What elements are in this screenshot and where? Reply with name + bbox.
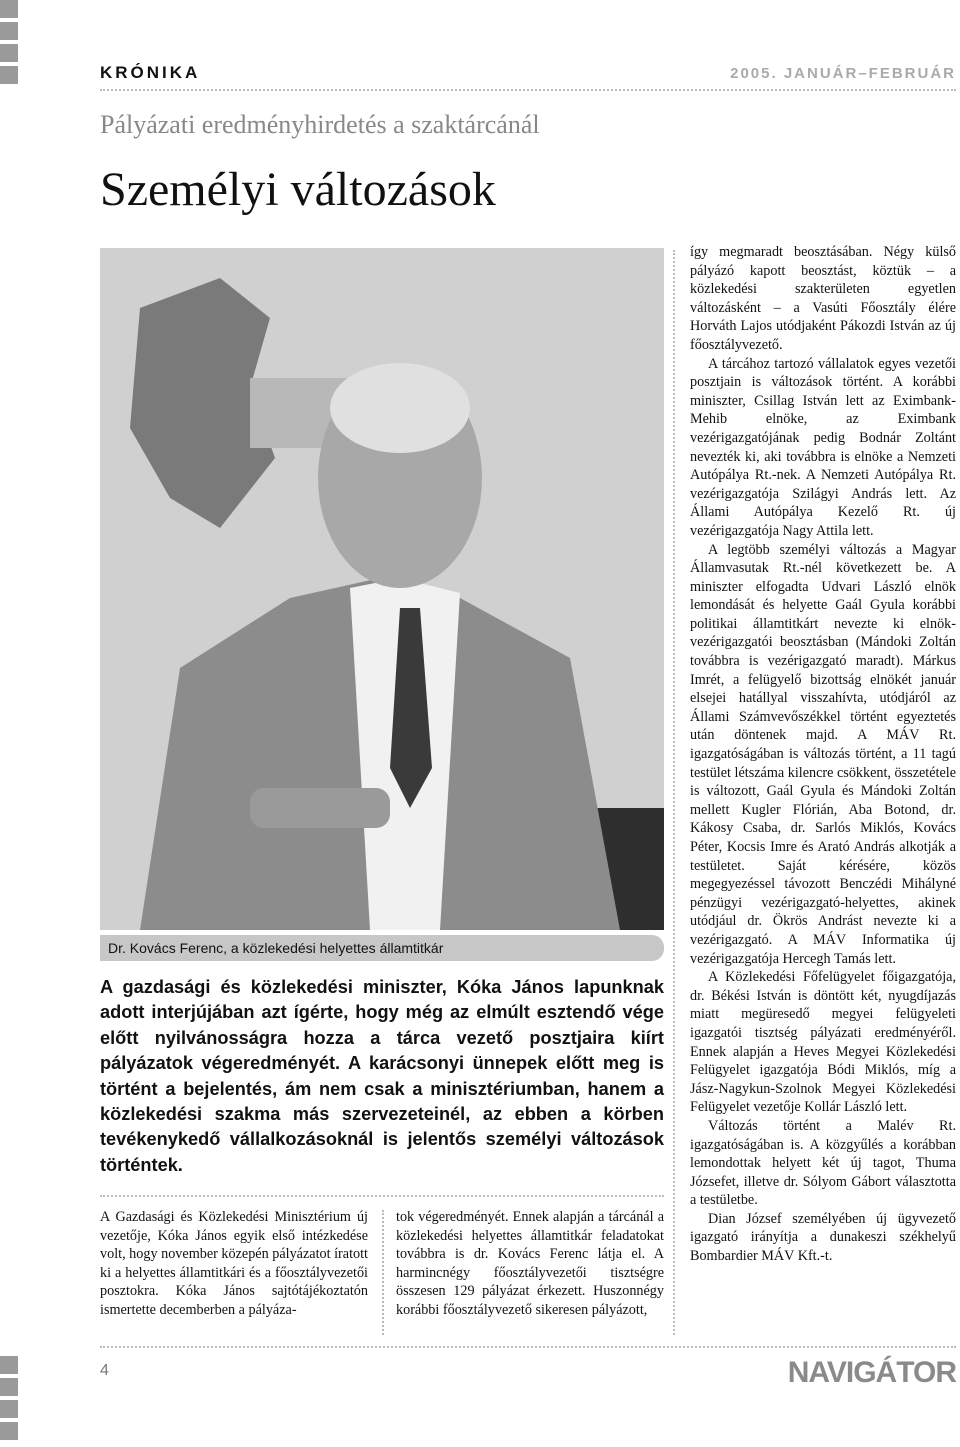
article-kicker: Pályázati eredményhirdetés a szaktárcánál	[100, 110, 540, 139]
photo-caption: Dr. Kovács Ferenc, a közlekedési helyettes államtitkár	[100, 935, 664, 961]
paragraph: A legtöbb személyi változás a Magyar Államvasutak Rt.-nél következett be. A miniszter elfogadta Udvari László elnök lemondását és helyette Gaál Gyula korábbi politikai államtitkárt nevezte ki elnök-vezérigazgatói beosztásban (Mándoki Zoltán továbbra is vezérigazgató maradt). Márkus Imrét, a felügyelő bizottság elnökét január elsejei hatállyal visszahívta, utódjáról az Állami Számvevőszékkel történt egyeztetés után döntenek majd. A MÁV Rt. igazgatóságában is változás történt, a 11 tagú testület létszáma kilencre csökkent, összetétele is változott, Gaál Gyula és Mándoki Zoltán mellett Kugler Flórián, Aba Botond, dr. Kákosy Csaba, dr. Sarlós Miklós, Kovács Péter, Kocsis Imre és Arató András alkotják a testületet. Saját kérésére, közös megegyezéssel távozott Benczédi Mihályné pénzügyi vezérigazgató-helyettes, akinek utódjául dr. Ökrös Andrást nevezte ki a vezérigazgató. A MÁV Informatika új vezérigazgatója Hercegh Tamás lett.	[690, 541, 956, 967]
section-label: KRÓNIKA	[100, 63, 201, 82]
paragraph: így megmaradt beosztásában. Négy külső pályázó kapott beosztást, köztük – a közlekedési szakterületen egyetlen változásként – a Vasúti Főosztály élére Horváth Lajos utódjaként Pákozdi István az új főosztályvezető.	[690, 244, 956, 353]
photo-illustration	[100, 248, 664, 930]
paragraph: tok végeredményét. Ennek alapján a tárcánál a közlekedési helyettes államtitkár feladatokat továbbra is dr. Kovács Ferenc látja el. A harmincnégy főosztályvezetői tisztségre összesen 129 pályázat érkezett. Huszonnégy korábbi főosztályvezető sikeresen pályázott,	[396, 1209, 664, 1318]
article-title: Személyi változások	[100, 163, 496, 216]
page-number: 4	[100, 1362, 109, 1379]
article-photo	[100, 248, 664, 930]
decor-square	[0, 1400, 18, 1418]
body-column-1	[100, 1208, 368, 1320]
paragraph: Változás történt a Malév Rt. igazgatóságában is. A közgyűlés a korábban lemondottak helyett két új tagot, Thuma Józsefet, illetve dr. Sólyom Gábort választotta a testületbe.	[690, 1117, 956, 1209]
column-divider	[673, 250, 675, 1335]
body-column-2	[396, 1208, 664, 1320]
decor-square	[0, 0, 18, 18]
decor-square	[0, 1422, 18, 1440]
paragraph: A tárcához tartozó vállalatok egyes vezetői posztjain is változások történt. A korábbi miniszter, Csillag István lett az Eximbank-Mehib elnöke, az Eximbank vezérigazgatójának pedig Bodnár Zoltánt nevezték ki, aki továbbra is elnöke a Nemzeti Autópálya Rt.-nek. A Nemzeti Autópálya Rt. vezérigazgatója Szilágyi András lett. Az Állami Autópálya Kezelő Rt. új vezérigazgatója Nagy Attila lett.	[690, 355, 956, 539]
decor-square	[0, 44, 18, 62]
magazine-logo: NAVIGÁTOR	[787, 1356, 956, 1389]
header-divider	[100, 89, 956, 91]
issue-date: 2005. JANUÁR–FEBRUÁR	[730, 65, 956, 82]
footer-divider	[100, 1346, 956, 1348]
decor-square	[0, 1378, 18, 1396]
article-lead: A gazdasági és közlekedési miniszter, Kóka János lapunknak adott interjújában azt ígérte, hogy még az elmúlt esztendő vége előtt nyilvánosságra hozza a tárca vezető posztjaira kiírt pályázatok végeredményét. A karácsonyi ünnepek előtt meg is történt a bejelentés, ám nem csak a minisztériumban, hanem a közlekedési szakma más szervezeteinél, az ebben a körben tevékenykedő vállalkozásoknál is jelentős személyi változások történtek.	[100, 977, 664, 1175]
paragraph: A Közlekedési Főfelügyelet főigazgatója, dr. Békési István is döntött két, nyugdíjazás miatt megüresedő megyei felügyeleti igazgatói tisztség pályázati eredményéről. Ennek alapján a Heves Megyei Közlekedési Felügyelet igazgatója Bódi Miklós, míg a Jász-Nagykun-Szolnok Megyei Közlekedési Felügyelet vezetője Kollár László lett.	[690, 969, 956, 1116]
decor-square	[0, 22, 18, 40]
lead-divider	[100, 1195, 664, 1197]
paragraph: Dian József személyében új ügyvezető igazgató irányítja a dunakeszi székhelyű Bombardier MÁV Kft.-t.	[690, 1210, 956, 1265]
decor-square	[0, 1356, 18, 1374]
paragraph: A Gazdasági és Közlekedési Minisztérium új vezetője, Kóka János egyik első intézkedése volt, hogy november közepén pályázatot íratott ki a helyettes államtitkári és a főosztályvezetői posztokra. Kóka János sajtótájékoztatón ismertette decemberben a pályáza-	[100, 1209, 368, 1318]
column-divider	[382, 1210, 384, 1335]
body-column-3	[690, 243, 956, 1266]
decor-square	[0, 66, 18, 84]
